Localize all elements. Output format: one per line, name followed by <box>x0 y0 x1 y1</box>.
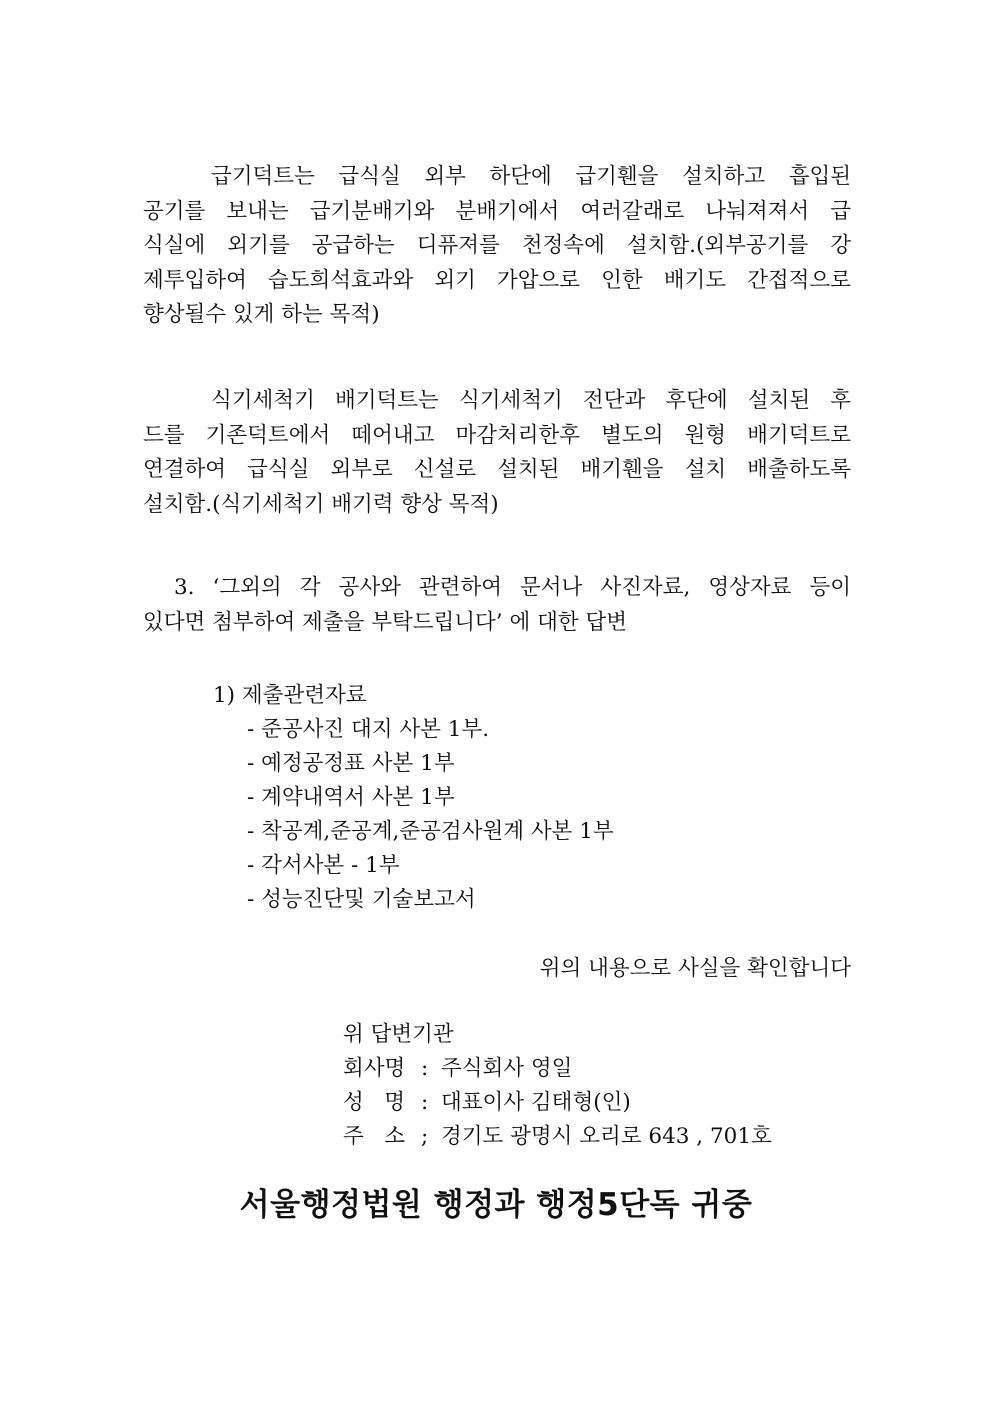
company-label: 회사명 <box>343 1056 406 1081</box>
list-item: - 각서사본 - 1부 <box>247 853 400 878</box>
supply-duct-paragraph <box>143 160 851 333</box>
paragraph-line: 제투입하여 습도희석효과와 외기 가압으로 인한 배기도 간접적으로 <box>143 267 851 293</box>
list-item: - 성능진단및 기술보고서 <box>247 887 476 912</box>
name-separator: : <box>421 1090 429 1115</box>
list-item: - 예정공정표 사본 1부 <box>247 751 455 776</box>
paragraph-line: 드를 기존덕트에서 떼어내고 마감처리한후 별도의 원형 배기덕트로 <box>143 422 851 448</box>
paragraph-line: 식기세척기 배기덕트는 식기세척기 전단과 후단에 설치된 후 <box>211 388 851 413</box>
address-separator: ; <box>421 1124 429 1149</box>
address-label: 주 소 <box>343 1124 406 1149</box>
signature-block <box>343 1018 772 1154</box>
paragraph-line: 급기덕트는 급식실 외부 하단에 급기휀을 설치하고 흡입된 <box>211 164 851 189</box>
submission-heading: 1) 제출관련자료 <box>213 683 367 708</box>
court-addressee: 서울행정법원 행정과 행정5단독 귀중 <box>239 1187 753 1223</box>
list-item: - 계약내역서 사본 1부 <box>247 785 455 810</box>
paragraph-line: 3. ‘그외의 각 공사와 관련하여 문서나 사진자료, 영상자료 등이 <box>174 575 851 600</box>
respondent-title: 위 답변기관 <box>343 1022 454 1047</box>
paragraph-line: 식실에 외기를 공급하는 디퓨져를 천정속에 설치함.(외부공기를 강 <box>143 233 851 258</box>
submission-materials <box>213 679 614 917</box>
address-value: 경기도 광명시 오리로 643 , 701호 <box>441 1124 772 1149</box>
paragraph-line: 공기를 보내는 급기분배기와 분배기에서 여러갈래로 나눠져져서 급 <box>143 198 851 224</box>
submission-list <box>213 713 614 917</box>
name-row <box>343 1086 772 1120</box>
name-label: 성 명 <box>343 1090 406 1115</box>
list-item: - 준공사진 대지 사본 1부. <box>247 717 490 742</box>
question-3-paragraph <box>143 571 851 640</box>
name-value: 대표이사 김태형(인) <box>441 1090 631 1115</box>
paragraph-line: 설치함.(식기세척기 배기력 향상 목적) <box>143 491 499 517</box>
paragraph-line: 연결하여 급식실 외부로 신설로 설치된 배기휀을 설치 배출하도록 <box>143 457 851 482</box>
company-row <box>343 1052 772 1086</box>
dishwasher-duct-paragraph <box>143 384 851 522</box>
address-row <box>343 1120 772 1154</box>
company-value: 주식회사 영일 <box>441 1056 573 1081</box>
paragraph-line: 향상될수 있게 하는 목적) <box>143 302 380 327</box>
confirmation-statement: 위의 내용으로 사실을 확인합니다 <box>539 956 851 981</box>
company-separator: : <box>421 1056 429 1081</box>
paragraph-line: 있다면 첨부하여 제출을 부탁드립니다’ 에 대한 답변 <box>143 609 627 635</box>
list-item: - 착공계,준공계,준공검사원계 사본 1부 <box>247 819 614 844</box>
